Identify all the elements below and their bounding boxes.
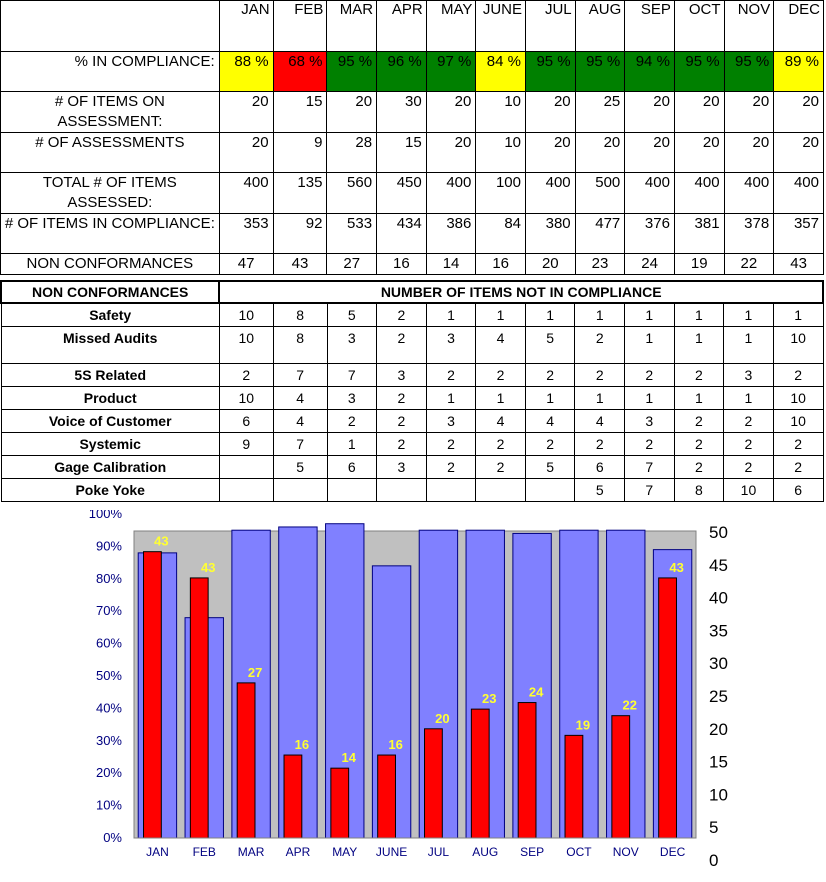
data-label: 19 — [575, 717, 591, 733]
value-cell: 400 — [625, 173, 675, 214]
value-cell: 14 — [426, 254, 476, 275]
nc-value-cell: 2 — [219, 364, 273, 387]
compliance-cell: 95 % — [724, 52, 774, 92]
value-cell: 92 — [273, 214, 327, 254]
value-cell: 477 — [575, 214, 625, 254]
value-cell: 353 — [219, 214, 273, 254]
value-cell: 20 — [724, 133, 774, 173]
nc-value-cell: 1 — [674, 303, 724, 327]
nc-value-cell: 7 — [273, 364, 327, 387]
x-tick-label: OCT — [566, 845, 592, 859]
nc-value-cell: 5 — [327, 303, 377, 327]
right-tick-label: 45 — [709, 555, 728, 575]
assessments-row — [1, 133, 824, 173]
nc-row — [1, 410, 823, 433]
value-cell: 376 — [625, 214, 675, 254]
nc-value-cell — [525, 479, 575, 502]
nc-value-cell: 3 — [377, 456, 427, 479]
value-cell: 400 — [774, 173, 824, 214]
nc-value-cell — [219, 456, 273, 479]
nc-value-cell: 2 — [674, 433, 724, 456]
value-cell: 434 — [377, 214, 427, 254]
value-cell: 560 — [327, 173, 377, 214]
value-cell: 43 — [774, 254, 824, 275]
row-label: % IN COMPLIANCE: — [1, 52, 220, 92]
nc-value-cell: 2 — [773, 456, 823, 479]
nc-value-cell: 2 — [674, 364, 724, 387]
value-cell: 533 — [327, 214, 377, 254]
right-tick-label: 30 — [709, 654, 728, 674]
left-tick-label: 30% — [95, 732, 122, 748]
data-label: 27 — [247, 664, 263, 680]
nc-value-cell: 3 — [377, 364, 427, 387]
x-tick-label: AUG — [472, 845, 499, 859]
value-cell: 400 — [526, 173, 576, 214]
value-cell: 400 — [426, 173, 476, 214]
month-header: OCT — [674, 1, 724, 52]
nc-value-cell: 1 — [724, 327, 774, 364]
nc-value-cell: 2 — [674, 410, 724, 433]
non-conformance-bar — [378, 755, 396, 838]
nc-value-cell: 1 — [724, 387, 774, 410]
nc-value-cell: 8 — [674, 479, 724, 502]
value-cell: 357 — [774, 214, 824, 254]
nc-value-cell: 3 — [327, 387, 377, 410]
nc-header-left: NON CONFORMANCES — [1, 281, 219, 303]
month-header: DEC — [774, 1, 824, 52]
left-tick-label: 100% — [88, 510, 122, 521]
compliance-cell: 88 % — [219, 52, 273, 92]
value-cell: 23 — [575, 254, 625, 275]
value-cell: 100 — [476, 173, 526, 214]
nc-value-cell: 2 — [377, 387, 427, 410]
value-cell: 43 — [273, 254, 327, 275]
left-tick-label: 40% — [95, 700, 122, 716]
x-tick-label: JUNE — [375, 845, 408, 859]
value-cell: 28 — [327, 133, 377, 173]
value-cell: 20 — [327, 92, 377, 133]
data-label: 14 — [341, 750, 356, 766]
compliance-cell: 95 % — [674, 52, 724, 92]
month-header: APR — [377, 1, 427, 52]
nc-value-cell — [377, 479, 427, 502]
nc-value-cell: 1 — [575, 387, 625, 410]
nc-value-cell: 1 — [674, 327, 724, 364]
value-cell: 9 — [273, 133, 327, 173]
nc-category-label: Systemic — [1, 433, 219, 456]
x-tick-label: JUL — [427, 845, 450, 859]
nc-value-cell: 4 — [525, 410, 575, 433]
value-cell: 16 — [377, 254, 427, 275]
nc-value-cell: 6 — [219, 410, 273, 433]
nc-value-cell: 10 — [773, 387, 823, 410]
compliance-cell: 94 % — [625, 52, 675, 92]
right-tick-label: 5 — [709, 818, 719, 838]
month-header: SEP — [625, 1, 675, 52]
non-conformance-bar — [425, 729, 443, 838]
nc-row — [1, 433, 823, 456]
total-items-assessed-row — [1, 173, 824, 214]
nc-value-cell: 10 — [773, 410, 823, 433]
compliance-row — [1, 52, 824, 92]
non-conformance-bar — [518, 703, 536, 838]
nc-value-cell: 2 — [377, 410, 427, 433]
nc-value-cell: 2 — [525, 364, 575, 387]
non-conformance-bar — [284, 755, 302, 838]
row-label: TOTAL # OF ITEMS ASSESSED: — [1, 173, 220, 214]
value-cell: 22 — [724, 254, 774, 275]
nc-row — [1, 387, 823, 410]
value-cell: 84 — [476, 214, 526, 254]
x-tick-label: JAN — [146, 845, 169, 859]
left-tick-label: 70% — [95, 603, 122, 619]
left-tick-label: 90% — [95, 538, 122, 554]
nc-row — [1, 456, 823, 479]
value-cell: 386 — [426, 214, 476, 254]
nc-value-cell: 1 — [476, 303, 526, 327]
value-cell: 20 — [674, 133, 724, 173]
nc-value-cell: 1 — [625, 327, 675, 364]
value-cell: 20 — [426, 133, 476, 173]
nc-value-cell: 8 — [273, 327, 327, 364]
nc-value-cell: 1 — [426, 303, 476, 327]
value-cell: 15 — [377, 133, 427, 173]
nc-value-cell: 5 — [273, 456, 327, 479]
x-tick-label: DEC — [659, 845, 686, 859]
nc-value-cell: 2 — [575, 433, 625, 456]
nc-value-cell: 1 — [625, 387, 675, 410]
value-cell: 10 — [476, 133, 526, 173]
compliance-cell: 68 % — [273, 52, 327, 92]
nc-value-cell: 3 — [426, 410, 476, 433]
nc-value-cell: 2 — [724, 410, 774, 433]
nc-value-cell: 1 — [426, 387, 476, 410]
nc-value-cell — [273, 479, 327, 502]
month-header: JUL — [526, 1, 576, 52]
compliance-cell: 95 % — [327, 52, 377, 92]
nc-value-cell: 4 — [476, 327, 526, 364]
corner-cell — [1, 1, 220, 52]
compliance-cell: 97 % — [426, 52, 476, 92]
nc-value-cell: 2 — [476, 433, 526, 456]
nc-value-cell: 2 — [724, 456, 774, 479]
row-label: # OF ITEMS IN COMPLIANCE: — [1, 214, 220, 254]
value-cell: 20 — [625, 133, 675, 173]
nc-value-cell: 2 — [674, 456, 724, 479]
x-tick-label: APR — [285, 845, 311, 859]
data-label: 43 — [154, 533, 169, 549]
nc-row — [1, 327, 823, 364]
nc-value-cell: 5 — [525, 456, 575, 479]
nc-value-cell: 2 — [575, 327, 625, 364]
nc-value-cell: 3 — [327, 327, 377, 364]
x-tick-label: NOV — [612, 845, 639, 859]
nc-value-cell: 10 — [219, 327, 273, 364]
value-cell: 20 — [219, 92, 273, 133]
nc-value-cell: 2 — [377, 433, 427, 456]
nc-value-cell: 6 — [575, 456, 625, 479]
nc-value-cell: 2 — [625, 364, 675, 387]
nc-value-cell: 2 — [377, 327, 427, 364]
nc-value-cell: 1 — [476, 387, 526, 410]
nc-value-cell: 4 — [476, 410, 526, 433]
nc-row — [1, 479, 823, 502]
nc-value-cell: 2 — [426, 456, 476, 479]
value-cell: 20 — [774, 92, 824, 133]
nc-value-cell: 4 — [575, 410, 625, 433]
non-conformance-bar — [471, 709, 489, 838]
nc-value-cell: 1 — [625, 303, 675, 327]
month-header-row — [1, 1, 824, 52]
nc-value-cell: 3 — [426, 327, 476, 364]
nc-value-cell: 6 — [327, 456, 377, 479]
nc-value-cell: 2 — [773, 364, 823, 387]
nc-value-cell: 7 — [327, 364, 377, 387]
left-tick-label: 20% — [95, 765, 122, 781]
month-header: JAN — [219, 1, 273, 52]
value-cell: 19 — [674, 254, 724, 275]
nc-value-cell: 2 — [426, 433, 476, 456]
non-conformance-bar — [190, 578, 208, 838]
left-tick-label: 0% — [103, 830, 122, 845]
nc-value-cell — [219, 479, 273, 502]
row-label: # OF ASSESSMENTS — [1, 133, 220, 173]
nc-value-cell: 7 — [625, 479, 675, 502]
nc-value-cell: 2 — [377, 303, 427, 327]
nc-header-right: NUMBER OF ITEMS NOT IN COMPLIANCE — [219, 281, 823, 303]
value-cell: 27 — [327, 254, 377, 275]
nc-value-cell: 2 — [724, 433, 774, 456]
nc-value-cell: 4 — [273, 410, 327, 433]
value-cell: 400 — [219, 173, 273, 214]
nc-row — [1, 303, 823, 327]
data-label: 20 — [435, 710, 450, 726]
value-cell: 20 — [426, 92, 476, 133]
nc-value-cell: 7 — [273, 433, 327, 456]
nc-value-cell: 2 — [476, 456, 526, 479]
value-cell: 25 — [575, 92, 625, 133]
value-cell: 20 — [724, 92, 774, 133]
right-tick-label: 0 — [709, 851, 719, 870]
value-cell: 20 — [674, 92, 724, 133]
nc-category-label: Voice of Customer — [1, 410, 219, 433]
nc-header-row — [1, 281, 823, 303]
nc-value-cell: 2 — [525, 433, 575, 456]
nc-value-cell: 3 — [724, 364, 774, 387]
nc-category-label: Gage Calibration — [1, 456, 219, 479]
value-cell: 400 — [724, 173, 774, 214]
nc-value-cell: 10 — [724, 479, 774, 502]
nc-value-cell — [327, 479, 377, 502]
compliance-cell: 84 % — [476, 52, 526, 92]
left-tick-label: 50% — [95, 668, 122, 683]
nc-value-cell: 10 — [219, 387, 273, 410]
right-tick-label: 25 — [709, 687, 728, 706]
nc-value-cell: 1 — [674, 387, 724, 410]
data-label: 16 — [388, 737, 403, 753]
nc-value-cell: 3 — [625, 410, 675, 433]
x-tick-label: MAY — [332, 845, 358, 859]
value-cell: 380 — [526, 214, 576, 254]
nc-value-cell: 2 — [625, 433, 675, 456]
month-header: AUG — [575, 1, 625, 52]
nc-value-cell: 2 — [575, 364, 625, 387]
right-tick-label: 40 — [709, 588, 728, 608]
data-label: 16 — [294, 737, 310, 753]
nc-value-cell: 1 — [525, 303, 575, 327]
nc-value-cell: 9 — [219, 433, 273, 456]
left-tick-label: 80% — [95, 570, 122, 586]
value-cell: 500 — [575, 173, 625, 214]
nc-body — [1, 303, 823, 502]
data-label: 23 — [482, 691, 497, 707]
compliance-chart — [0, 510, 826, 882]
month-header: MAR — [327, 1, 377, 52]
nc-value-cell: 2 — [773, 433, 823, 456]
non-conformance-bar — [565, 735, 583, 838]
right-tick-label: 10 — [709, 785, 728, 805]
value-cell: 400 — [674, 173, 724, 214]
nc-value-cell — [476, 479, 526, 502]
non-conformance-bar — [659, 578, 677, 838]
left-tick-label: 10% — [95, 797, 122, 813]
right-tick-label: 35 — [709, 621, 728, 641]
x-tick-label: FEB — [192, 845, 216, 859]
right-tick-label: 50 — [709, 523, 728, 542]
nc-value-cell: 10 — [219, 303, 273, 327]
value-cell: 47 — [219, 254, 273, 275]
value-cell: 16 — [476, 254, 526, 275]
nc-value-cell: 1 — [773, 303, 823, 327]
value-cell: 20 — [575, 133, 625, 173]
value-cell: 450 — [377, 173, 427, 214]
value-cell: 135 — [273, 173, 327, 214]
data-label: 43 — [201, 559, 216, 575]
nc-value-cell: 1 — [724, 303, 774, 327]
compliance-cell: 95 % — [575, 52, 625, 92]
x-tick-label: MAR — [237, 845, 265, 859]
nc-category-label: 5S Related — [1, 364, 219, 387]
nc-row — [1, 364, 823, 387]
month-header: MAY — [426, 1, 476, 52]
value-cell: 24 — [625, 254, 675, 275]
compliance-cell: 95 % — [526, 52, 576, 92]
data-label: 24 — [528, 684, 544, 700]
compliance-cell: 89 % — [774, 52, 824, 92]
compliance-metrics-table — [0, 0, 824, 275]
nc-value-cell: 7 — [625, 456, 675, 479]
right-tick-label: 20 — [709, 719, 728, 739]
data-label: 43 — [669, 559, 684, 575]
value-cell: 20 — [526, 254, 576, 275]
nc-value-cell: 2 — [327, 410, 377, 433]
nc-category-label: Safety — [1, 303, 219, 327]
compliance-cell: 96 % — [377, 52, 427, 92]
month-header: JUNE — [476, 1, 526, 52]
nc-value-cell: 8 — [273, 303, 327, 327]
nc-category-label: Poke Yoke — [1, 479, 219, 502]
month-header: FEB — [273, 1, 327, 52]
nc-value-cell: 5 — [575, 479, 625, 502]
x-tick-label: SEP — [520, 845, 545, 859]
non-conformances-row — [1, 254, 824, 275]
non-conformance-bar — [237, 683, 255, 838]
nc-value-cell: 1 — [327, 433, 377, 456]
month-header: NOV — [724, 1, 774, 52]
value-cell: 20 — [625, 92, 675, 133]
items-in-compliance-row — [1, 214, 824, 254]
nc-value-cell: 5 — [525, 327, 575, 364]
value-cell: 381 — [674, 214, 724, 254]
value-cell: 20 — [774, 133, 824, 173]
value-cell: 15 — [273, 92, 327, 133]
nc-value-cell: 6 — [773, 479, 823, 502]
non-conformance-bar — [144, 552, 162, 838]
non-conformance-bar — [612, 716, 630, 838]
value-cell: 20 — [526, 92, 576, 133]
nc-value-cell: 4 — [273, 387, 327, 410]
right-tick-label: 15 — [709, 752, 728, 772]
non-conformance-breakdown-table — [0, 280, 824, 502]
non-conformance-bar — [331, 768, 349, 838]
value-cell: 378 — [724, 214, 774, 254]
nc-value-cell: 10 — [773, 327, 823, 364]
value-cell: 20 — [526, 133, 576, 173]
row-label: NON CONFORMANCES — [1, 254, 220, 275]
value-cell: 10 — [476, 92, 526, 133]
row-label: # OF ITEMS ON ASSESSMENT: — [1, 92, 220, 133]
nc-value-cell — [426, 479, 476, 502]
nc-value-cell: 2 — [426, 364, 476, 387]
nc-category-label: Missed Audits — [1, 327, 219, 364]
data-label: 22 — [622, 697, 637, 713]
nc-category-label: Product — [1, 387, 219, 410]
items-on-assessment-row — [1, 92, 824, 133]
nc-value-cell: 2 — [476, 364, 526, 387]
nc-value-cell: 1 — [575, 303, 625, 327]
value-cell: 20 — [219, 133, 273, 173]
value-cell: 30 — [377, 92, 427, 133]
nc-value-cell: 1 — [525, 387, 575, 410]
left-tick-label: 60% — [95, 635, 122, 651]
